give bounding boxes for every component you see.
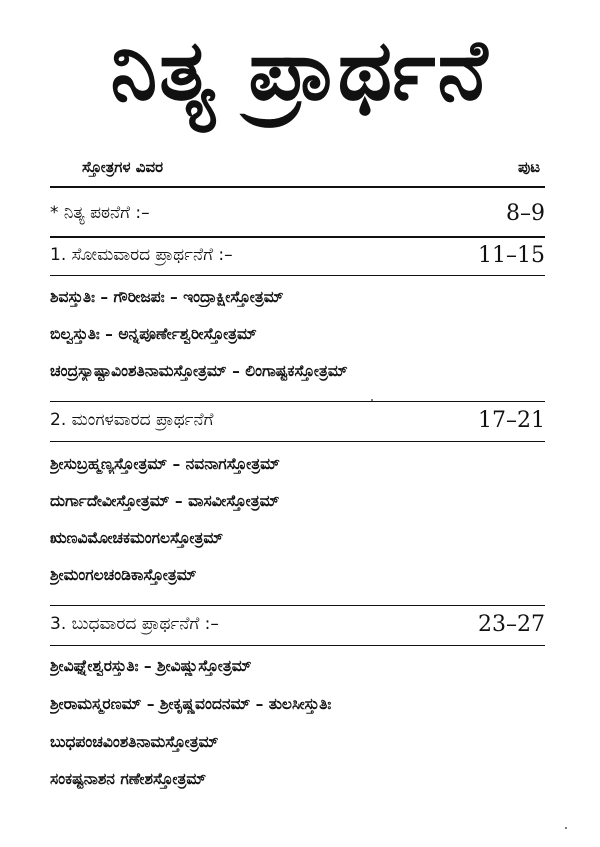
section-heading-nitya bbox=[50, 198, 545, 228]
list-item: ಶ್ರೀಸುಬ್ರಹ್ಮಣ್ಯಸ್ತೋತ್ರಮ್ – ನವನಾಗಸ್ತೋತ್ರಮ್ bbox=[50, 455, 280, 473]
divider bbox=[50, 645, 545, 646]
list-item: ದುರ್ಗಾದೇವೀಸ್ತೋತ್ರಮ್ – ವಾಸವೀಸ್ತೋತ್ರಮ್ bbox=[50, 492, 280, 510]
section-title: 1. ಸೋಮವಾರದ ಪ್ರಾರ್ಥನೆಗೆ :– bbox=[50, 245, 233, 265]
list-item: ಶ್ರೀಮಂಗಲಚಂಡಿಕಾಸ್ತೋತ್ರಮ್ bbox=[50, 566, 197, 584]
section-title: 2. ಮಂಗಳವಾರದ ಪ್ರಾರ್ಥನೆಗೆ bbox=[50, 410, 214, 430]
page-column-header: ಪುಟ bbox=[517, 158, 540, 176]
list-item: ಋಣವಿಮೋಚಕಮಂಗಲಸ್ತೋತ್ರಮ್ bbox=[50, 529, 224, 547]
page-range: 8–9 bbox=[506, 200, 545, 226]
scan-speck bbox=[371, 399, 373, 401]
section-title: * ನಿತ್ಯ ಪಠನೆಗೆ :– bbox=[50, 203, 150, 223]
scan-speck bbox=[565, 827, 567, 829]
divider bbox=[50, 401, 545, 402]
list-item: ಬುಧಪಂಚವಿಂಶತಿನಾಮಸ್ತೋತ್ರಮ್ bbox=[50, 733, 219, 751]
list-item: ಬಿಲ್ವಸ್ತುತಿಃ – ಅನ್ನಪೂರ್ಣೇಶ್ವರೀಸ್ತೋತ್ರಮ್ bbox=[50, 325, 257, 343]
page-range: 11–15 bbox=[478, 242, 545, 268]
list-item: ಸಂಕಷ್ಟನಾಶನ ಗಣೇಶಸ್ತೋತ್ರಮ್ bbox=[50, 770, 207, 788]
section-heading-wednesday bbox=[50, 609, 545, 639]
divider bbox=[50, 186, 545, 188]
list-item: ಚಂದ್ರಸ್ಯಾಷ್ಟಾವಿಂಶತಿನಾಮಸ್ತೋತ್ರಮ್ – ಲಿಂಗಾಷ್ಟಕಸ್ತೋತ್ರಮ್ bbox=[50, 362, 348, 380]
list-item: ಶ್ರೀರಾಮಸ್ಮರಣಮ್ – ಶ್ರೀಕೃಷ್ಣವಂದನಮ್ – ತುಲಸೀಸ್ತುತಿಃ bbox=[50, 695, 332, 713]
divider bbox=[50, 236, 545, 238]
divider bbox=[50, 275, 545, 276]
divider bbox=[50, 441, 545, 442]
page-range: 17–21 bbox=[478, 407, 545, 433]
list-item: ಶ್ರೀವಿಘ್ನೇಶ್ವರಸ್ತುತಿಃ – ಶ್ರೀವಿಷ್ಣುಸ್ತೋತ್ರಮ್ bbox=[50, 657, 252, 675]
divider bbox=[50, 605, 545, 606]
page-range: 23–27 bbox=[478, 611, 545, 637]
contents-header-label: ಸ್ತೋತ್ರಗಳ ವಿವರ bbox=[82, 158, 164, 176]
section-title: 3. ಬುಧವಾರದ ಪ್ರಾರ್ಥನೆಗೆ :– bbox=[50, 614, 219, 634]
page-title: ನಿತ್ಯ ಪ್ರಾರ್ಥನೆ bbox=[110, 21, 490, 119]
list-item: ಶಿವಸ್ತುತಿಃ – ಗೌರೀಜಪಃ – ಇಂದ್ರಾಕ್ಷೀಸ್ತೋತ್ರಮ್ bbox=[50, 288, 284, 306]
section-heading-monday bbox=[50, 240, 545, 270]
section-heading-tuesday bbox=[50, 405, 545, 435]
